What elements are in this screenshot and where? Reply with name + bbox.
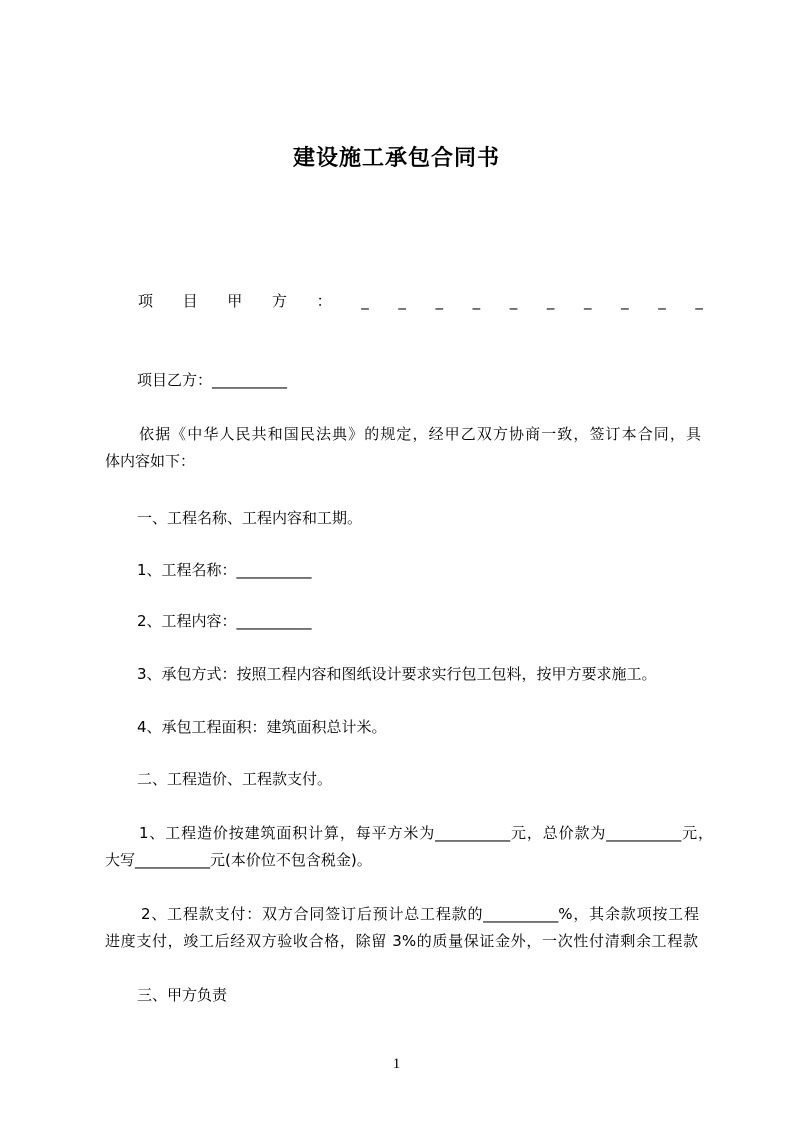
party-a-char: 甲 [227,292,243,310]
party-a-char: 方 [271,292,287,310]
page-number: 1 [392,1056,401,1072]
party-a-blank: _ [658,292,666,310]
section-3-heading: 三、甲方负责 [137,986,228,1004]
party-a-blank: _ [695,292,703,310]
document-title: 建设施工承包合同书 [292,146,500,171]
party-a-blank: _ [583,292,592,310]
item-1-3-contract-method: 3、承包方式：按照工程内容和图纸设计要求实行包工包料，按甲方要求施工。 [137,665,657,683]
party-a-char: ： [316,292,332,310]
item-1-4-contract-area: 4、承包工程面积：建筑面积总计米。 [137,718,387,736]
item-2-2-line-2: 进度支付，竣工后经双方验收合格，除留 3%的质量保证金外，一次性付清剩余工程款 [105,932,698,950]
party-a-blank: _ [509,292,518,310]
party-a-blank: _ [361,292,369,310]
party-a-blank: _ [435,292,443,310]
party-a-char: 目 [182,292,198,310]
party-a-blank: _ [398,292,406,310]
party-a-char: 项 [138,292,154,310]
party-a-line [138,291,703,311]
item-2-2-line-1: 2、工程款支付：双方合同签订后预计总工程款的__________%，其余款项按工程 [141,905,699,923]
item-1-1-project-name: 1、工程名称：__________ [137,561,312,579]
intro-paragraph-line-1: 依据《中华人民共和国民法典》的规定，经甲乙双方协商一致，签订本合同，具 [139,425,701,443]
item-2-1-line-2: 大写__________元(本价位不包含税金)。 [105,851,372,869]
item-2-1-line-1: 1、工程造价按建筑面积计算，每平方米为__________元，总价款为__________元， [139,824,713,842]
party-a-blank: _ [621,292,629,310]
item-1-2-project-content: 2、工程内容：__________ [137,612,312,630]
section-2-heading: 二、工程造价、工程款支付。 [137,770,333,788]
intro-paragraph-line-2: 体内容如下： [105,452,196,470]
section-1-heading: 一、工程名称、工程内容和工期。 [137,509,363,527]
party-a-blank: _ [546,292,555,310]
party-b-line: 项目乙方：__________ [137,371,288,389]
party-a-blank: _ [472,292,481,310]
